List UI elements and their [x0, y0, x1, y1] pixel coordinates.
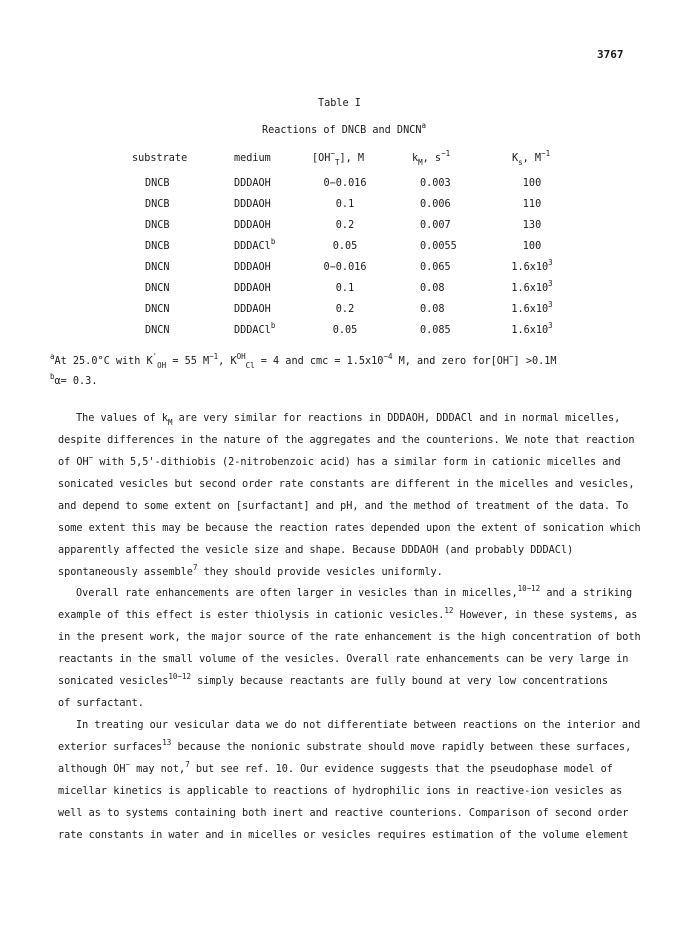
- cell-medium: DDDACl$^b$: [234, 321, 276, 336]
- header-ks: $K_s$, $M^{-1}$: [512, 149, 551, 167]
- cell-oh: 0−0.016: [323, 262, 367, 273]
- text-line: of surfactant.: [58, 698, 144, 709]
- text-line: sonicated vesicles but second order rate constants are different in the micelles and vesicles,: [58, 479, 635, 490]
- header-medium: medium: [234, 153, 271, 164]
- cell-substrate: DNCB: [145, 178, 170, 189]
- cell-oh: 0.05: [332, 241, 358, 252]
- text-line: in the present work, the major source of the rate enhancement is the high concentration of both: [58, 632, 641, 643]
- text-line: although OH− may not,$^7$ but see ref. 10. Our evidence suggests that the pseudophase model of: [58, 760, 613, 775]
- text-line: micellar kinetics is applicable to reactions of hydrophilic ions in reactive-ion vesicles as: [58, 786, 623, 797]
- text-line: spontaneously assemble$^7$ they should provide vesicles uniformly.: [58, 563, 443, 578]
- table-caption: Reactions of DNCB and DNCN$^a$: [262, 121, 426, 136]
- header-oh-concentration: $[OH^-_T]$, M: [312, 149, 364, 167]
- cell-ks: 100: [522, 178, 542, 189]
- cell-km: 0.08: [420, 283, 445, 294]
- cell-substrate: DNCN: [145, 325, 170, 336]
- cell-km: 0.006: [420, 199, 451, 210]
- cell-km: 0.065: [420, 262, 451, 273]
- cell-km: 0.08: [420, 304, 445, 315]
- text-line: some extent this may be because the reaction rates depended upon the extent of sonication which: [58, 523, 641, 534]
- caption-footnote-mark: a: [421, 121, 426, 130]
- text-line: sonicated vesicles$^{10-12}$ simply because reactants are fully bound at very low concentrations: [58, 672, 609, 687]
- cell-substrate: DNCN: [145, 262, 170, 273]
- cell-oh: 0.05: [332, 325, 358, 336]
- cell-km: 0.007: [420, 220, 451, 231]
- cell-medium: DDDACl$^b$: [234, 237, 276, 252]
- cell-km: 0.003: [420, 178, 451, 189]
- cell-medium: DDDAOH: [234, 199, 271, 210]
- text-line: rate constants in water and in micelles or vesicles requires estimation of the volume element: [58, 830, 629, 841]
- header-km: $k_M$, $s^{-1}$: [412, 149, 451, 167]
- cell-oh: 0−0.016: [323, 178, 367, 189]
- text-line: of OH− with 5,5'-dithiobis (2-nitrobenzoic acid) has a similar form in cationic micelles and: [58, 453, 621, 468]
- table-footnote-b: $^b$α= 0.3.: [50, 372, 98, 387]
- text-line: Overall rate enhancements are often larger in vesicles than in micelles,$^{10-12}$ and a striking: [76, 584, 633, 599]
- cell-medium: DDDAOH: [234, 178, 271, 189]
- text-line: The values of $k_M$ are very similar for reactions in DDDAOH, DDDACl and in normal micelles,: [76, 413, 621, 427]
- cell-medium: DDDAOH: [234, 283, 271, 294]
- cell-ks: $1.6x10^3$: [511, 279, 553, 294]
- cell-medium: DDDAOH: [234, 304, 271, 315]
- cell-medium: DDDAOH: [234, 262, 271, 273]
- text-line: exterior surfaces$^{13}$ because the nonionic substrate should move rapidly between these surfaces,: [58, 738, 632, 753]
- cell-ks: 130: [522, 220, 542, 231]
- cell-ks: $1.6x10^3$: [511, 321, 553, 336]
- header-substrate: substrate: [132, 153, 188, 164]
- cell-km: 0.0055: [420, 241, 457, 252]
- text-line: well as to systems containing both inert and reactive counterions. Comparison of second order: [58, 808, 629, 819]
- cell-ks: $1.6x10^3$: [511, 300, 553, 315]
- text-line: and depend to some extent on [surfactant] and pH, and the method of treatment of the data. To: [58, 501, 629, 512]
- cell-oh: 0.1: [335, 199, 355, 210]
- cell-substrate: DNCN: [145, 304, 170, 315]
- table-label: Table I: [318, 98, 361, 109]
- text-line: apparently affected the vesicle size and shape. Because DDDAOH (and probably DDDACl): [58, 545, 574, 556]
- cell-substrate: DNCN: [145, 283, 170, 294]
- page-number: 3767: [597, 48, 624, 61]
- cell-substrate: DNCB: [145, 241, 170, 252]
- cell-substrate: DNCB: [145, 220, 170, 231]
- cell-medium: DDDAOH: [234, 220, 271, 231]
- cell-oh: 0.2: [335, 220, 355, 231]
- cell-ks: 100: [522, 241, 542, 252]
- table-footnote-a: $^a$At 25.0°C with $K'_{OH} = 55$ $M^{-1}$, $K^{OH}_{Cl} = 4$ and cmc = $1.5x10^{-4}$ M, and zero for[OH−] >0.1M: [50, 352, 557, 370]
- cell-oh: 0.2: [335, 304, 355, 315]
- text-line: example of this effect is ester thiolysis in cationic vesicles.$^{12}$ However, in these systems, as: [58, 606, 638, 621]
- cell-substrate: DNCB: [145, 199, 170, 210]
- text-line: In treating our vesicular data we do not differentiate between reactions on the interior and: [76, 720, 641, 731]
- text-line: despite differences in the nature of the aggregates and the counterions. We note that reaction: [58, 435, 635, 446]
- cell-oh: 0.1: [335, 283, 355, 294]
- cell-ks: $1.6x10^3$: [511, 258, 553, 273]
- cell-km: 0.085: [420, 325, 451, 336]
- cell-ks: 110: [522, 199, 542, 210]
- text-line: reactants in the small volume of the vesicles. Overall rate enhancements can be very large in: [58, 654, 629, 665]
